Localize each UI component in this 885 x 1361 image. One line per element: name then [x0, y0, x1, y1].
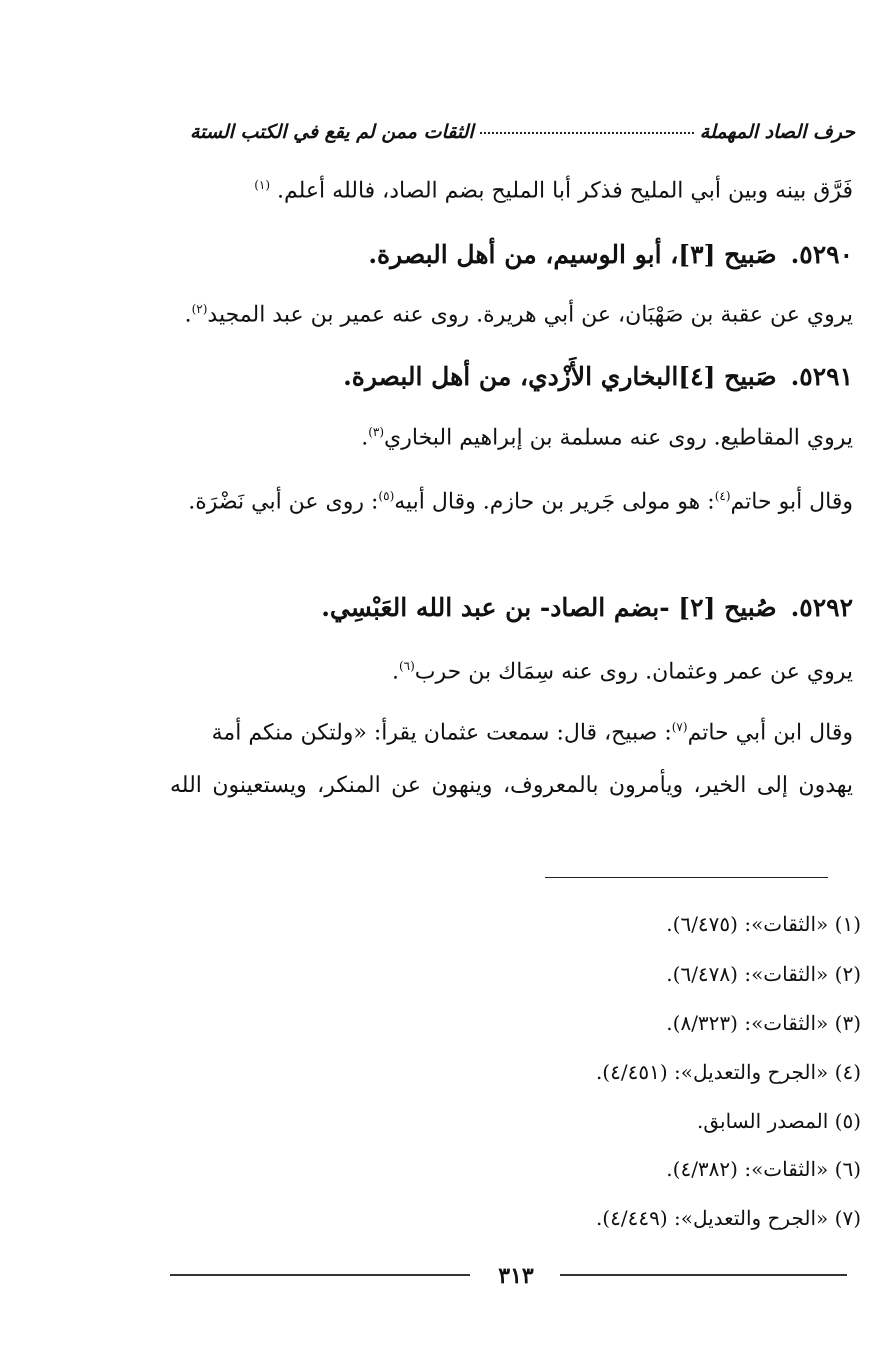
entry-title: صُبيح [٢] -بضم الصاد- بن عبد الله العَبْسِي.: [321, 593, 777, 622]
footer-rule-right: [560, 1274, 847, 1276]
footnote: (٣) «الثقات»: (٨/٣٢٣).: [666, 1011, 861, 1035]
footnote-ref: (٦): [398, 659, 415, 673]
entry-line: [170, 425, 853, 450]
footnote-ref: (٣): [368, 425, 385, 439]
footnote: (٢) «الثقات»: (٦/٤٧٨).: [666, 962, 861, 986]
footnote-ref: (١): [254, 178, 271, 192]
entry-number: ٥٢٩٢.: [790, 593, 853, 622]
entry-heading-5291: [170, 362, 853, 391]
entry-text-end: .: [391, 659, 399, 685]
footnote-ref: (٥): [378, 489, 395, 503]
entry-text: وقال ابن أبي حاتم: [687, 720, 853, 746]
entry-line: [170, 773, 853, 798]
entry-line: [170, 489, 853, 514]
footer-rule-left: [170, 1274, 470, 1276]
footnote: (٥) المصدر السابق.: [697, 1109, 861, 1133]
entry-text-mid: : هو مولى جَرير بن حازم. وقال أبيه: [394, 489, 715, 515]
intro-line: [170, 178, 853, 203]
entry-title: صَبيح [٣]، أبو الوسيم، من أهل البصرة.: [368, 240, 777, 269]
footnote: (١) «الثقات»: (٦/٤٧٥).: [666, 912, 861, 936]
footnote-ref: (٢): [191, 302, 208, 316]
footnote: (٦) «الثقات»: (٤/٣٨٢).: [666, 1157, 861, 1181]
entry-number: ٥٢٩١.: [790, 362, 853, 391]
entry-title: صَبيح [٤]البخاري الأَزْدي، من أهل البصرة.: [343, 362, 777, 391]
entry-text: وقال أبو حاتم: [730, 489, 853, 515]
entry-text: يروي عن عقبة بن صَهْبَان، عن أبي هريرة. روى عنه عمير بن عبد المجيد: [207, 302, 853, 328]
footnote-ref: (٧): [671, 720, 688, 734]
page-number: ٣١٣: [498, 1263, 534, 1289]
entry-line: [170, 302, 853, 327]
footnote-separator: [545, 877, 828, 878]
footnote: (٤) «الجرح والتعديل»: (٤/٤٥١).: [595, 1060, 861, 1084]
entry-text: يروي المقاطيع. روى عنه مسلمة بن إبراهيم البخاري: [384, 425, 853, 451]
entry-text-end: .: [361, 425, 369, 451]
entry-number: ٥٢٩٠.: [790, 240, 853, 269]
entry-text: يهدون إلى الخير، ويأمرون بالمعروف، وينهون عن المنكر، ويستعينون الله: [170, 773, 853, 798]
entry-line: [170, 720, 853, 745]
header-right-title: الثقات ممن لم يقع في الكتب الستة: [190, 121, 474, 143]
entry-text-end: : صبيح، قال: سمعت عثمان يقرأ: «ولتكن منكم أمة: [211, 720, 672, 746]
running-header: [190, 112, 855, 152]
entry-heading-5292: [170, 593, 853, 622]
header-left-title: حرف الصاد المهملة: [699, 121, 855, 143]
entry-heading-5290: [170, 240, 853, 269]
entry-text-end: .: [184, 302, 192, 328]
entry-text-end: : روى عن أبي نَضْرَة.: [188, 489, 379, 515]
footnote-ref: (٤): [714, 489, 731, 503]
entry-line: [170, 659, 853, 684]
footnote: (٧) «الجرح والتعديل»: (٤/٤٤٩).: [595, 1206, 861, 1230]
entry-text: يروي عن عمر وعثمان. روى عنه سِمَاك بن حرب: [414, 659, 853, 685]
intro-text: فَرَّق بينه وبين أبي المليح فذكر أبا المليح بضم الصاد، فالله أعلم.: [277, 178, 853, 204]
header-dots: [480, 131, 694, 134]
